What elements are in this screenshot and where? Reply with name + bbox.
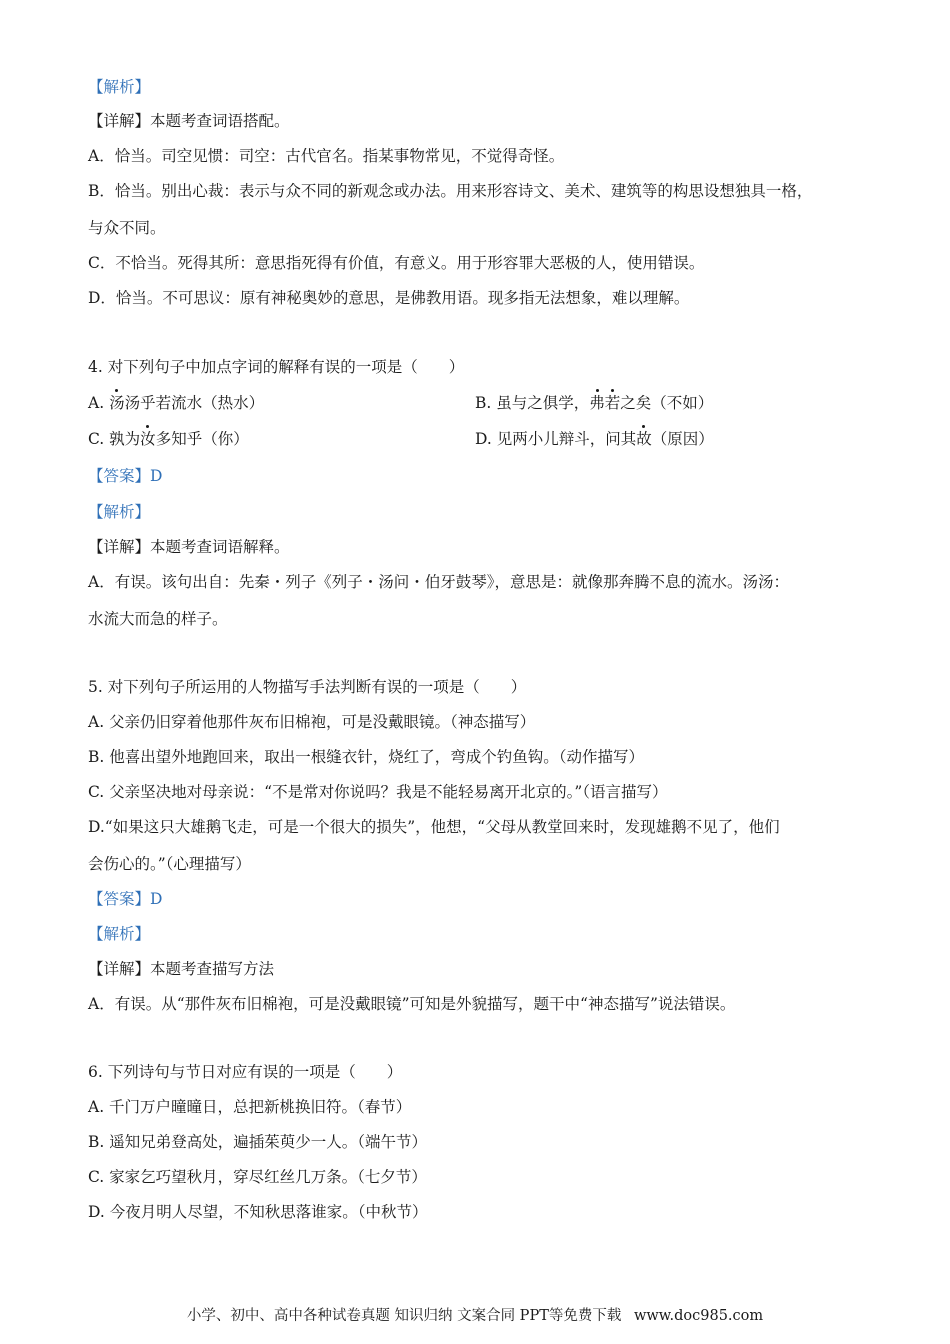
detail-line (88, 110, 290, 132)
question-6-stem: 6. 下列诗句与节日对应有误的一项是（ ） (88, 1063, 403, 1081)
question-4-option-b (475, 392, 713, 414)
question-4-option-d (475, 428, 714, 450)
option-text: （原因） (651, 430, 714, 448)
answer-tag: 【答案】 (88, 467, 151, 485)
answer-value: D (150, 467, 163, 485)
option-text: C. 孰为 (88, 430, 141, 448)
detail-text: 本题考查词语搭配。 (150, 112, 290, 130)
dotted-char: 若 (604, 394, 621, 412)
answer-tag: 【答案】 (88, 890, 151, 908)
answer-value: D (150, 890, 163, 908)
explanation-d: D．恰当。不可思议：原有神秘奥妙的意思，是佛教用语。现多指无法想象，难以理解。 (88, 289, 690, 307)
question-5-option-d-line2: 会伤心的。”（心理描写） (88, 855, 251, 873)
detail-text: 本题考查描写方法 (150, 960, 275, 978)
detail-line (88, 958, 274, 980)
explanation-a-line1: A．有误。该句出自：先秦・列子《列子・汤问・伯牙鼓琴》，意思是：就像那奔腾不息的流水。汤汤： (88, 573, 789, 591)
explanation-a: A．有误。从“那件灰布旧棉袍，可是没戴眼镜”可知是外貌描写，题干中“神态描写”说法错误。 (88, 995, 736, 1013)
question-5-stem: 5. 对下列句子所运用的人物描写手法判断有误的一项是（ ） (88, 678, 527, 696)
page-footer (0, 1306, 950, 1326)
question-5-option-a: A. 父亲仍旧穿着他那件灰布旧棉袍，可是没戴眼镜。（神态描写） (88, 713, 536, 731)
question-6-option-b: B. 遥知兄弟登高处，遍插茱萸少一人。（端午节） (88, 1133, 427, 1151)
question-4-stem: 4. 对下列句子中加点字词的解释有误的一项是（ ） (88, 358, 465, 376)
analysis-tag: 【解析】 (88, 925, 151, 943)
question-4-option-a (88, 392, 264, 414)
detail-tag: 【详解】 (88, 960, 151, 978)
dotted-char: 汤 (109, 394, 125, 412)
explanation-c: C．不恰当。死得其所：意思指死得有价值，有意义。用于形容罪大恶极的人，使用错误。 (88, 254, 705, 272)
detail-line (88, 536, 290, 558)
explanation-a-line2: 水流大而急的样子。 (88, 610, 228, 628)
analysis-tag: 【解析】 (88, 78, 151, 96)
question-6-option-c: C. 家家乞巧望秋月，穿尽红丝几万条。（七夕节） (88, 1168, 427, 1186)
option-text: 之矣（不如） (620, 394, 714, 412)
option-text: 多知乎（你） (155, 430, 249, 448)
explanation-b-line2: 与众不同。 (88, 219, 166, 237)
dotted-char: 故 (636, 430, 652, 448)
detail-tag: 【详解】 (88, 112, 151, 130)
detail-text: 本题考查词语解释。 (150, 538, 290, 556)
answer-line (88, 465, 162, 487)
dotted-char: 弗 (589, 394, 605, 412)
option-text: 汤乎若流水（热水） (124, 394, 265, 412)
explanation-a: A．恰当。司空见惯：司空：古代官名。指某事物常见，不觉得奇怪。 (88, 147, 565, 165)
answer-line (88, 888, 162, 910)
analysis-tag: 【解析】 (88, 503, 151, 521)
question-6-option-a: A. 千门万户曈曈日，总把新桃换旧符。（春节） (88, 1098, 412, 1116)
detail-tag: 【详解】 (88, 538, 151, 556)
explanation-b-line1: B．恰当。别出心裁：表示与众不同的新观念或办法。用来形容诗文、美术、建筑等的构思设想独具一格， (88, 182, 813, 200)
option-text: B. 虽与之俱学， (475, 394, 590, 412)
footer-text: 小学、初中、高中各种试卷真题 知识归纳 文案合同 PPT等免费下载 (186, 1308, 622, 1324)
dotted-char: 汝 (140, 430, 156, 448)
option-text: D. 见两小儿辩斗，问其 (475, 430, 637, 448)
question-5-option-c: C. 父亲坚决地对母亲说：“不是常对你说吗？我是不能轻易离开北京的。”（语言描写） (88, 783, 668, 801)
question-5-option-d-line1: D.“如果这只大雄鹅飞走，可是一个很大的损失”，他想，“父母从教堂回来时，发现雄鹅不见了，他们 (88, 818, 780, 836)
option-text: A. (88, 394, 110, 412)
question-6-option-d: D. 今夜月明人尽望，不知秋思落谁家。（中秋节） (88, 1203, 428, 1221)
question-5-option-b: B. 他喜出望外地跑回来，取出一根缝衣针，烧红了，弯成个钓鱼钩。（动作描写） (88, 748, 644, 766)
footer-link[interactable]: www.doc985.com (633, 1308, 764, 1324)
question-4-option-c (88, 428, 249, 450)
